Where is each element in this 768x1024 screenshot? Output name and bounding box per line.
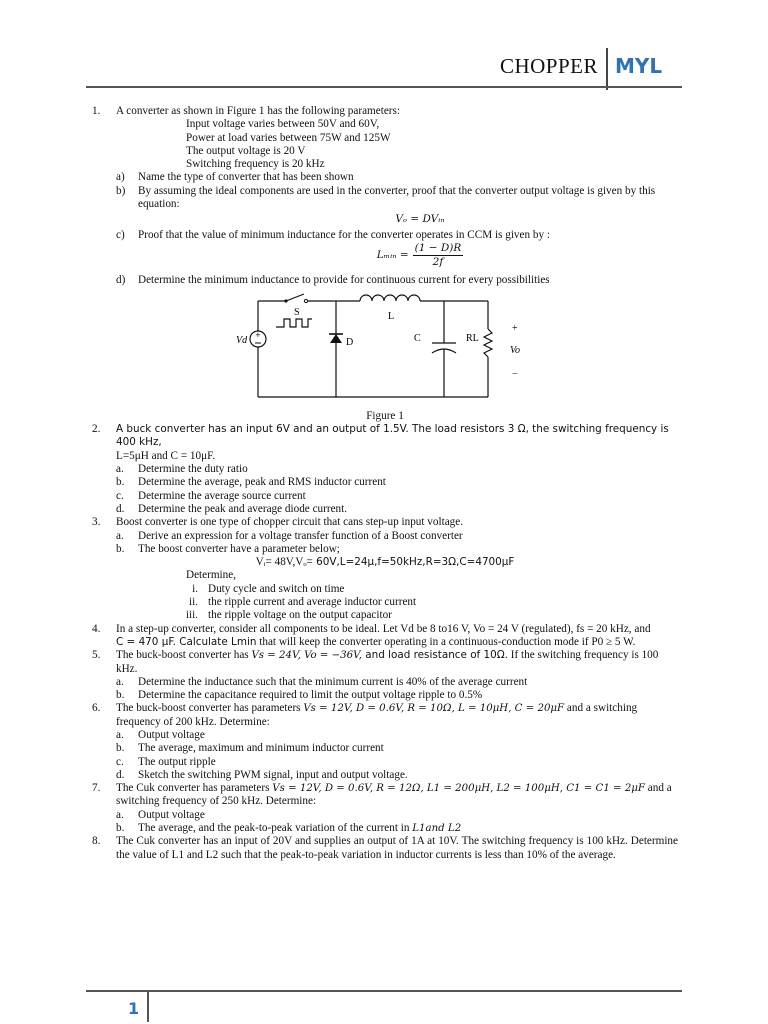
roman-item: ii. the ripple current and average inductor current <box>188 596 417 609</box>
svg-text:+: + <box>255 330 261 339</box>
document-body <box>92 105 678 862</box>
subquestion: c. Determine the average source current <box>116 489 306 502</box>
parameter-item: Power at load varies between 75W and 125W <box>186 131 391 144</box>
figure-1 <box>92 291 678 409</box>
footer-separator <box>147 992 149 1022</box>
subquestion: b. The average, and the peak-to-peak variation of the current in L1and L2 <box>116 822 462 835</box>
inductor-label: L <box>388 310 395 322</box>
header-separator <box>606 48 608 90</box>
load-label: RL <box>466 332 479 344</box>
subquestion: b. Determine the average, peak and RMS inductor current <box>116 476 386 489</box>
question-text-cont: frequency of 200 kHz. Determine: <box>116 715 270 728</box>
question-text: The buck-boost converter has Vs = 24V, Vo = −36V, and load resistance of 10Ω. If the switching frequency is 100 kHz. <box>116 649 659 675</box>
header-brand: MYL <box>615 54 663 78</box>
question-2: 2. A buck converter has an input 6V and an output of 1.5V. The load resistors 3 Ω, the switching frequency is 400 kHz, L=5μH and C = 10μF. <box>92 423 678 463</box>
question-text: The Cuk converter has an input of 20V and supplies an output of 1A at 10V. The switching frequency is 100 kHz. Determine the value of L1 and L2 such that the peak-to-peak variation in inductor currents is less than 10% of the average. <box>116 835 678 861</box>
question-text: The Cuk converter has parameters Vs = 12V, D = 0.6V, R = 12Ω, L1 = 200μH, L2 = 100μH, C1 = C1 = 2μF and a <box>116 782 672 795</box>
question-text: A converter as shown in Figure 1 has the following parameters: <box>116 105 400 117</box>
parameter-item: The output voltage is 20 V <box>186 144 306 157</box>
source-label: Vd <box>236 334 248 346</box>
question-4: 4. In a step-up converter, consider all components to be ideal. Let Vd be 8 to16 V, Vo = 24 V (regulated), fs = 20 kHz, and C = 470 μF. Calculate Lmin that will keep the converter operating in a continuous-conduction mode if P0 ≥ 5 W. <box>92 623 678 650</box>
question-number: 1. <box>92 105 101 117</box>
subquestion: d. Determine the peak and average diode current. <box>116 502 348 515</box>
question-7: 7. The Cuk converter has parameters Vs = 12V, D = 0.6V, R = 12Ω, L1 = 200μH, L2 = 100μH, C1 = C1 = 2μF and a switching frequency of 250 kHz. Determine: <box>92 782 678 809</box>
subquestion: d. Sketch the switching PWM signal, input and output voltage. <box>116 768 408 781</box>
subquestion: a. Output voltage <box>116 728 205 741</box>
subquestion: b. The boost converter have a parameter below; <box>116 542 340 555</box>
question-text: A buck converter has an input 6V and an output of 1.5V. The load resistors 3 Ω, the switching frequency is 400 kHz, <box>116 423 669 449</box>
question-text: The buck-boost converter has parameters Vs = 12V, D = 0.6V, R = 10Ω, L = 10μH, C = 20μF and a switching <box>116 702 638 715</box>
roman-item: i. Duty cycle and switch on time <box>192 582 345 595</box>
header-title: CHOPPER <box>499 54 598 78</box>
question-3: 3. Boost converter is one type of chopper circuit that cans step-up input voltage. <box>92 516 678 529</box>
subquestion: c. The output ripple <box>116 755 216 768</box>
circuit-diagram <box>224 291 524 407</box>
question-5: 5. The buck-boost converter has Vs = 24V, Vo = −36V, and load resistance of 10Ω. If the switching frequency is 100 kHz. <box>92 649 678 676</box>
equation-output-voltage: Vₒ = DVᵢₙ <box>395 213 445 226</box>
question-text-cont: L=5μH and C = 10μF. <box>116 449 216 462</box>
roman-item: iii. the ripple voltage on the output capacitor <box>185 609 392 622</box>
boost-parameters: Vᵢ= 48V,Vₒ= 60V,L=24μ,f=50kHz,R=3Ω,C=4700μF <box>255 556 515 569</box>
determine-label: Determine, <box>186 569 237 582</box>
question-text-cont: switching frequency of 250 kHz. Determine: <box>116 795 317 808</box>
question-text: In a step-up converter, consider all components to be ideal. Let Vd be 8 to16 V, Vo = 24 V (regulated), fs = 20 kHz, and <box>116 622 651 635</box>
subquestion: a. Determine the inductance such that the minimum current is 40% of the average current <box>116 675 528 688</box>
output-plus: + <box>512 322 518 334</box>
subquestion: b. The average, maximum and minimum inductor current <box>116 742 384 755</box>
question-1 <box>92 105 678 171</box>
switch-label: S <box>294 306 300 318</box>
parameter-item: Input voltage varies between 50V and 60V, <box>186 118 380 131</box>
footer-rule <box>86 990 682 992</box>
parameter-item: Switching frequency is 20 kHz <box>186 158 325 171</box>
output-voltage-label: Vo <box>510 344 520 356</box>
figure-caption: Figure 1 <box>366 409 404 422</box>
parameter-list <box>116 118 678 171</box>
subquestion: d) Determine the minimum inductance to provide for continuous current for every possibilities <box>116 273 550 286</box>
page-header <box>0 48 768 92</box>
subquestion: a. Output voltage <box>116 808 205 821</box>
question-6: 6. The buck-boost converter has parameters Vs = 12V, D = 0.6V, R = 10Ω, L = 10μH, C = 20μF and a switching frequency of 200 kHz. Determine: <box>92 702 678 729</box>
equation-min-inductance: Lₘᵢₙ = $\frac{(1 - D)R}{2f}$ <box>376 241 462 269</box>
output-minus: − <box>512 368 518 380</box>
question-text: Boost converter is one type of chopper circuit that cans step-up input voltage. <box>116 516 464 529</box>
header-rule <box>86 86 682 88</box>
subquestion: b. Determine the capacitance required to limit the output voltage ripple to 0.5% <box>116 689 483 702</box>
question-text-cont: C = 470 μF. Calculate Lmin that will keep the converter operating in a continuous-conduction mode if P0 ≥ 5 W. <box>116 635 636 648</box>
question-8: 8. The Cuk converter has an input of 20V and supplies an output of 1A at 10V. The switching frequency is 100 kHz. Determine the value of L1 and L2 such that the peak-to-peak variation in inductor currents is less than 10% of the average. <box>92 835 678 861</box>
subquestion: a. Derive an expression for a voltage transfer function of a Boost converter <box>116 529 463 542</box>
subquestion: c) Proof that the value of minimum inductance for the converter operates in CCM is given by : <box>116 228 550 241</box>
capacitor-label: C <box>414 332 421 344</box>
subquestion: a. Determine the duty ratio <box>116 463 248 476</box>
page-number: 1 <box>128 999 140 1018</box>
subquestion: a) Name the type of converter that has been shown <box>116 171 354 184</box>
subquestion: b) By assuming the ideal components are used in the converter, proof that the converter output voltage is given by this equation: <box>116 184 656 211</box>
diode-label: D <box>346 336 354 348</box>
